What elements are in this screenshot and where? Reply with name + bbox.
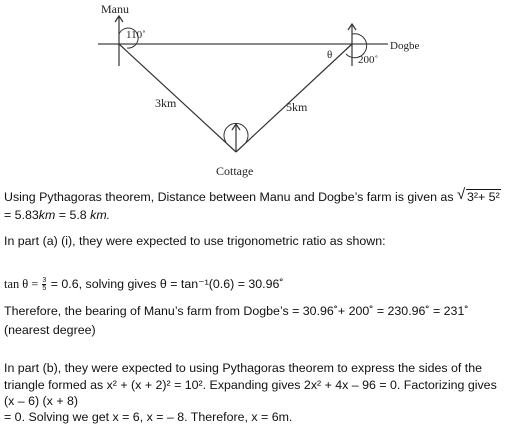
paragraph-bearing: Therefore, the bearing of Manu’s farm from Dogbe’s = 30.96˚+ 200˚ = 230.96˚ = 231˚ [4, 304, 469, 318]
paragraph-tan [4, 276, 504, 293]
paragraph-part-b-4: = 0. Solving we get x = 6, x = – 8. Therefore, x = 6m. [4, 410, 293, 424]
distance-rounded: = 5.8 [55, 208, 91, 222]
paragraph-distance-result [4, 207, 504, 224]
dogbe-label: Dogbe [390, 40, 420, 52]
fraction-denominator: 5 [42, 285, 47, 293]
distance-text: Using Pythagoras theorem, Distance between Manu and Dogbe’s farm is given as [4, 190, 454, 204]
bearing-diagram [0, 0, 506, 185]
paragraph-part-b-3: (x – 6) (x + 8) [4, 394, 79, 408]
sqrt-radicand: 3²+ 5² [466, 190, 500, 204]
side-dogbe-cottage [236, 44, 352, 152]
side-3km-label: 3km [155, 96, 177, 110]
unit-km-2: km. [90, 208, 111, 222]
paragraph-part-b-1: In part (b), they were expected to using Pythagoras theorem to express the sides of the [4, 361, 482, 375]
theta-label: θ [327, 49, 333, 61]
paragraph-trig-intro: In part (a) (i), they were expected to use trigonometric ratio as shown: [4, 234, 386, 248]
paragraph-nearest-degree: (nearest degree) [4, 323, 96, 337]
distance-result: = 5.83 [4, 208, 39, 222]
tan-solution: = 0.6, solving gives θ = tan⁻¹(0.6) = 30.96˚ [50, 277, 284, 291]
fraction-numerator: 3 [42, 277, 47, 285]
paragraph-distance [4, 186, 504, 206]
side-5km-label: 5km [286, 100, 308, 114]
angle-110-label: 110˚ [126, 29, 146, 41]
fraction-3-5 [42, 277, 46, 292]
tan-label: tan θ = [4, 277, 42, 291]
sqrt-expression: √ 3²+ 5² [456, 186, 500, 204]
paragraph-part-b-2: triangle formed as x² + (x + 2)² = 10². Expanding gives 2x² + 4x – 96 = 0. Factorizing gives [4, 378, 497, 392]
cottage-label: Cottage [216, 164, 254, 178]
unit-km-1: km [38, 208, 56, 222]
angle-200-label: 200˚ [358, 54, 379, 66]
manu-label: Manu [101, 2, 129, 16]
side-manu-cottage [119, 44, 236, 152]
